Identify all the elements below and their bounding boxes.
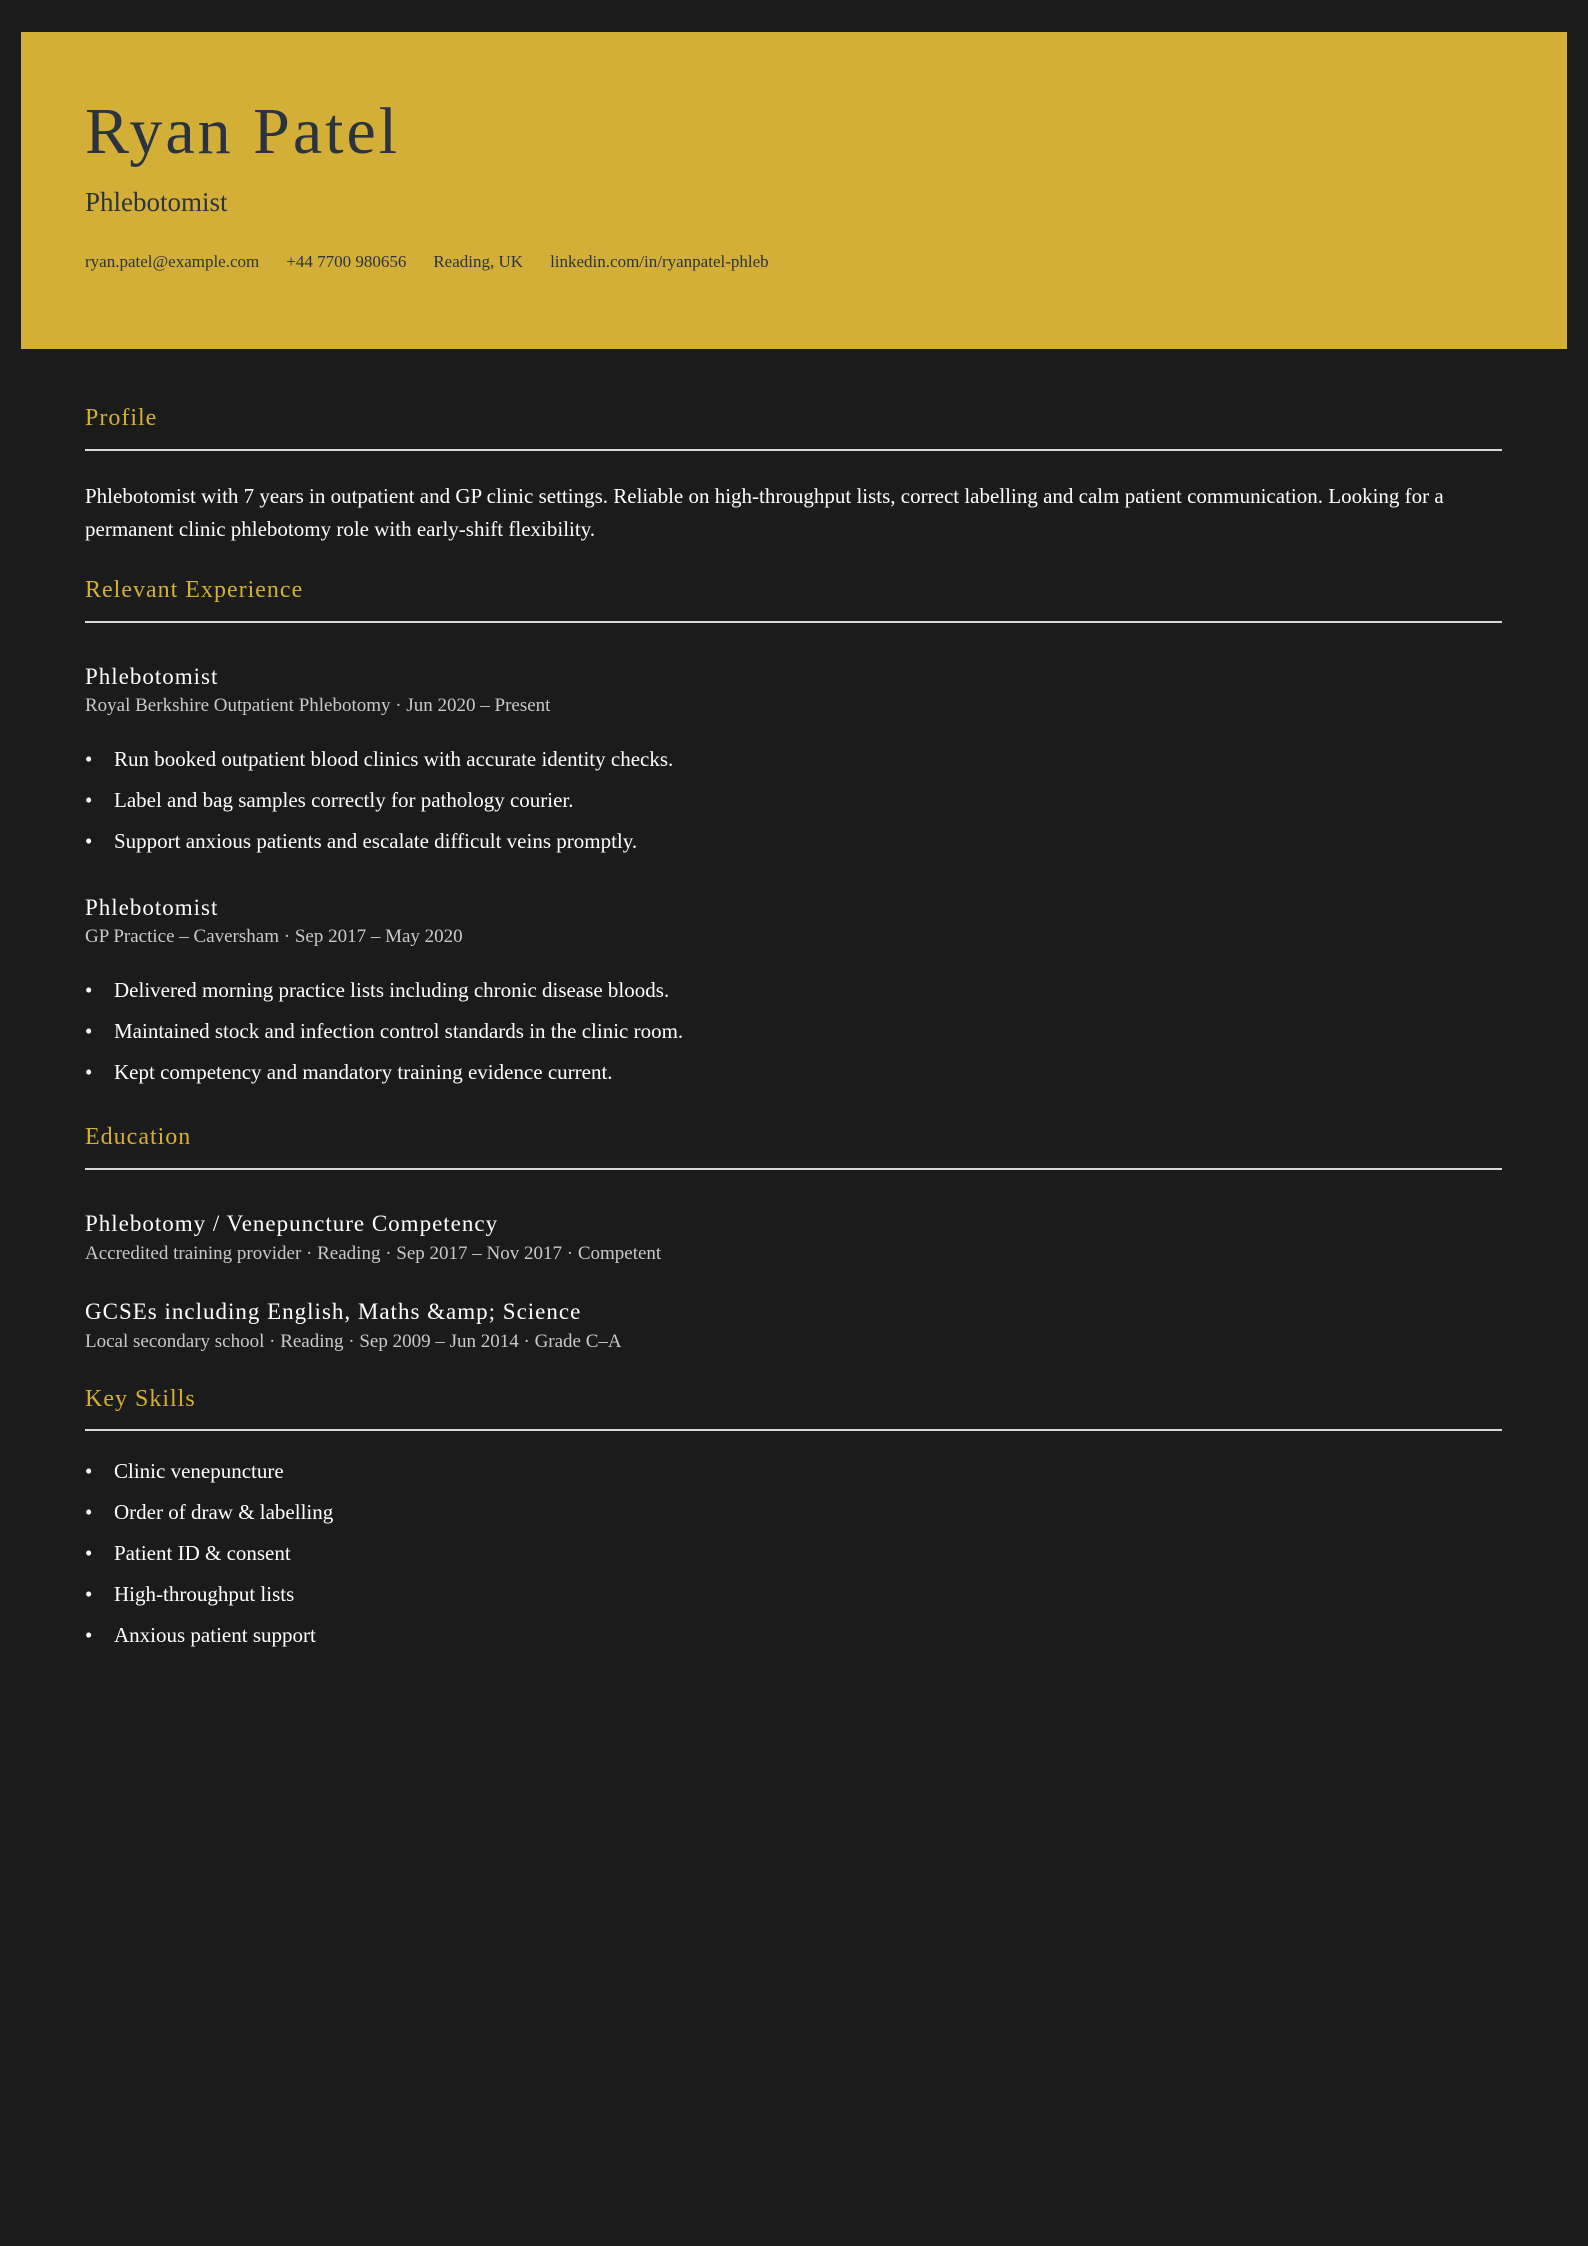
bullet-icon: • bbox=[85, 1623, 93, 1648]
list-item: • Label and bag samples correctly for pathology courier. bbox=[85, 780, 1502, 821]
education-section bbox=[85, 1123, 1502, 1354]
section-divider bbox=[85, 1429, 1502, 1431]
education-entry bbox=[85, 1298, 1502, 1354]
contact-email: ryan.patel@example.com bbox=[85, 252, 260, 271]
list-item: • Kept competency and mandatory training evidence current. bbox=[85, 1052, 1502, 1093]
candidate-title: Phlebotomist bbox=[85, 187, 228, 217]
candidate-name: Ryan Patel bbox=[85, 95, 401, 168]
education-entry bbox=[85, 1210, 1502, 1266]
list-item: • Clinic venepuncture bbox=[85, 1451, 1502, 1492]
profile-section bbox=[85, 404, 1502, 546]
job-title: Phlebotomist bbox=[85, 663, 219, 689]
contact-phone: +44 7700 980656 bbox=[286, 252, 407, 271]
list-item: • High-throughput lists bbox=[85, 1574, 1502, 1615]
section-divider bbox=[85, 449, 1502, 451]
bullet-icon: • bbox=[85, 1019, 93, 1044]
section-heading-skills: Key Skills bbox=[85, 1385, 196, 1412]
section-heading-profile: Profile bbox=[85, 405, 158, 431]
bullet-icon: • bbox=[85, 1459, 93, 1484]
section-divider bbox=[85, 621, 1502, 623]
bullet-icon: • bbox=[85, 1541, 93, 1566]
education-title: Phlebotomy / Venepuncture Competency bbox=[85, 1210, 499, 1236]
contact-location: Reading, UK bbox=[433, 252, 524, 271]
bullet-icon: • bbox=[85, 1582, 93, 1607]
contact-line bbox=[85, 252, 769, 272]
section-divider bbox=[85, 1168, 1502, 1170]
list-item: • Support anxious patients and escalate difficult veins promptly. bbox=[85, 821, 1502, 862]
education-title: GCSEs including English, Maths &amp; Science bbox=[85, 1299, 582, 1325]
list-item: • Delivered morning practice lists including chronic disease bloods. bbox=[85, 970, 1502, 1011]
list-item: • Maintained stock and infection control standards in the clinic room. bbox=[85, 1011, 1502, 1052]
job-meta: GP Practice – Caversham · Sep 2017 – May 2020 bbox=[85, 926, 463, 948]
education-meta: Local secondary school · Reading · Sep 2009 – Jun 2014 · Grade C–A bbox=[85, 1330, 622, 1352]
bullet-icon: • bbox=[85, 746, 93, 771]
job-entry bbox=[85, 894, 1502, 1093]
section-heading-experience: Relevant Experience bbox=[85, 576, 304, 603]
list-item: • Patient ID & consent bbox=[85, 1533, 1502, 1574]
skills-list bbox=[85, 1451, 1502, 1656]
job-entry bbox=[85, 663, 1502, 862]
job-title: Phlebotomist bbox=[85, 894, 219, 920]
job-bullets bbox=[85, 739, 1502, 862]
bullet-icon: • bbox=[85, 978, 93, 1003]
experience-section bbox=[85, 576, 1502, 1093]
bullet-icon: • bbox=[85, 1060, 93, 1085]
list-item: • Order of draw & labelling bbox=[85, 1492, 1502, 1533]
bullet-icon: • bbox=[85, 1500, 93, 1525]
resume-header bbox=[21, 32, 1567, 349]
job-bullets bbox=[85, 970, 1502, 1093]
list-item: • Anxious patient support bbox=[85, 1615, 1502, 1656]
contact-linkedin: linkedin.com/in/ryanpatel-phleb bbox=[550, 252, 769, 271]
skills-section bbox=[85, 1385, 1502, 1657]
bullet-icon: • bbox=[85, 787, 93, 812]
education-meta: Accredited training provider · Reading · Sep 2017 – Nov 2017 · Competent bbox=[85, 1242, 662, 1264]
resume-body bbox=[85, 404, 1502, 1656]
profile-text: Phlebotomist with 7 years in outpatient and GP clinic settings. Reliable on high-throughput lists, correct labelling and calm patient communication. Looking for a permanent clinic phlebotomy role with early-shift flexibility. bbox=[85, 483, 1444, 541]
job-meta: Royal Berkshire Outpatient Phlebotomy · Jun 2020 – Present bbox=[85, 695, 551, 717]
section-heading-education: Education bbox=[85, 1124, 192, 1151]
bullet-icon: • bbox=[85, 828, 93, 853]
list-item: • Run booked outpatient blood clinics with accurate identity checks. bbox=[85, 739, 1502, 780]
